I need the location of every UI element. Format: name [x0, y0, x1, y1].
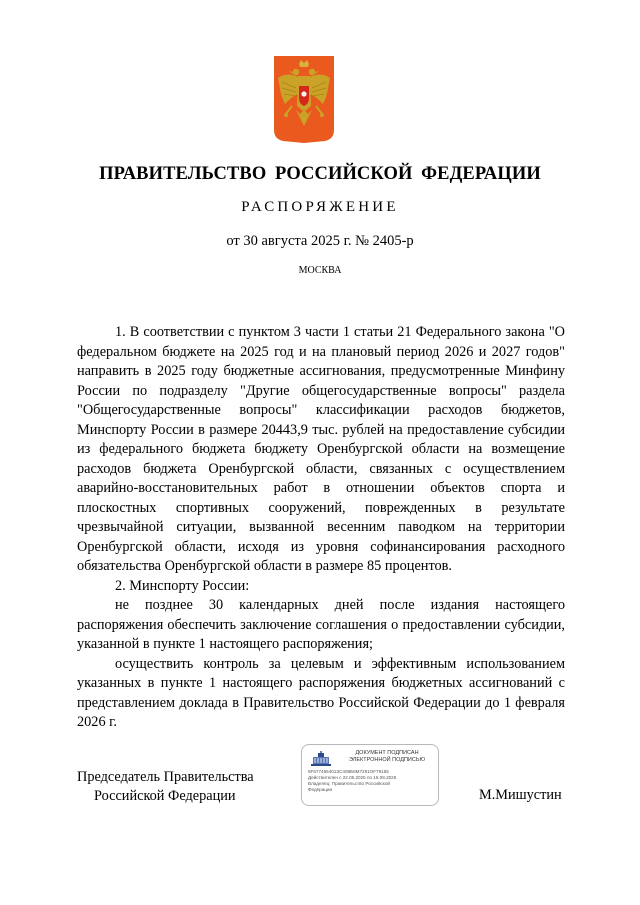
stamp-heading-line-2: ЭЛЕКТРОННОЙ ПОДПИСЬЮ — [348, 757, 426, 763]
electronic-signature-stamp — [301, 744, 439, 806]
government-building-icon — [310, 751, 332, 767]
signatory-position-line-2: Российской Федерации — [94, 788, 236, 804]
signatory-position — [77, 768, 277, 806]
stamp-heading-line-1: ДОКУМЕНТ ПОДПИСАН — [355, 750, 419, 756]
document-city: МОСКВА — [298, 265, 342, 276]
paragraph-1: 1. В соответствии с пунктом 3 части 1 статьи 21 Федерального закона "О федеральном бюджете на 2025 год и на плановый период 2026 и 2027 годов" направить в 2025 году бюджетные ассигнования, предусмотренные Минфину России по подразделу "Другие общегосударственные вопросы" раздела "Общегосударственные вопросы" классификации расходов бюджетов, Минспорту России в размере 20443,9 тыс. рублей на предоставление субсидии из федерального бюджета бюджету Оренбургской области на возмещение расходов бюджета Оренбургской области, связанных с осуществлением аварийно-восстановительных работ в отношении объектов спорта и плоскостных спортивных сооружений, поврежденных в результате чрезвычайной ситуации, вызванной весенним паводком на территории Оренбургской области, исходя из уровня софинансирования расходного обязательства Оренбургской области в размере 85 процентов. — [77, 324, 565, 574]
stamp-owner-line-1: Владелец: Правительство Российской — [308, 781, 390, 786]
stamp-heading — [340, 750, 434, 764]
paragraph-2-item-1: не позднее 30 календарных дней после издания настоящего распоряжения обеспечить заключение соглашения о предоставлении субсидии, указанной в пункте 1 настоящего распоряжения; — [77, 597, 565, 652]
document-type: РАСПОРЯЖЕНИЕ — [241, 199, 399, 215]
stamp-validity: Действителен с 22.05.2025 по 15.08.2026 — [308, 775, 397, 780]
document-body — [77, 323, 565, 733]
government-title: ПРАВИТЕЛЬСТВО РОССИЙСКОЙ ФЕДЕРАЦИИ — [99, 164, 541, 184]
signatory-name: М.Мишустин — [479, 787, 562, 803]
document-date-number: от 30 августа 2025 г. № 2405-р — [226, 233, 414, 249]
stamp-owner-line-2: Федерации — [308, 787, 333, 792]
stamp-details — [308, 769, 434, 793]
stamp-certificate: 6F677465401ЗС408Б8М7281ОF79155 — [308, 769, 389, 774]
paragraph-2: 2. Минспорту России: — [115, 577, 250, 594]
signatory-position-line-1: Председатель Правительства — [77, 769, 254, 785]
coat-of-arms-emblem — [274, 56, 334, 143]
paragraph-2-item-2: осуществить контроль за целевым и эффективным использованием указанных в пункте 1 настоящего распоряжения бюджетных ассигнований с представлением доклада в Правительство Российской Федерации до 1 февраля 2026 г. — [77, 655, 565, 730]
